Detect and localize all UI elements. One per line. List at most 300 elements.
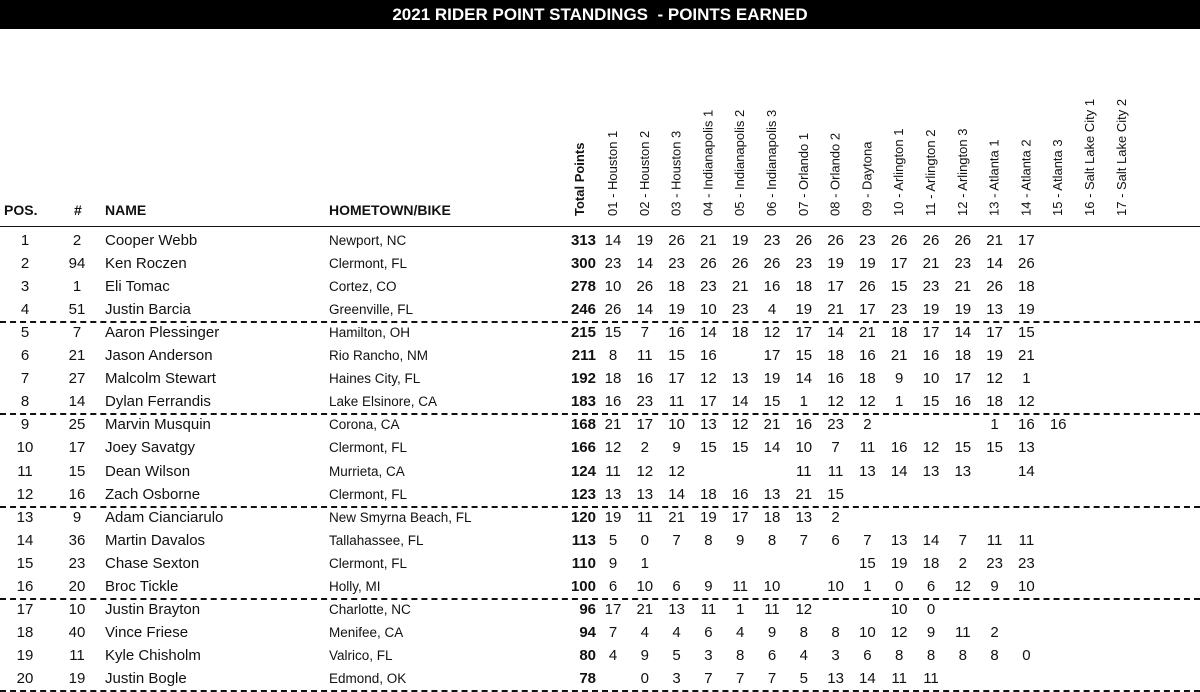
round-points: 8 (704, 531, 713, 549)
round-points: 21 (954, 278, 972, 296)
round-points: 9 (990, 577, 999, 595)
rider-position: 13 (16, 508, 34, 526)
round-points: 3 (704, 646, 713, 664)
header-round-8: 08 - Orlando 2 (827, 132, 843, 216)
round-points: 13 (668, 600, 685, 618)
rider-name: Aaron Plessinger (105, 324, 220, 342)
round-points: 13 (1018, 439, 1035, 457)
rider-number: 1 (72, 278, 82, 296)
rider-position: 20 (16, 669, 34, 687)
round-points: 18 (731, 324, 749, 342)
round-points: 13 (986, 301, 1003, 319)
round-points: 3 (672, 669, 681, 687)
header-hometown: HOMETOWN/BIKE (329, 202, 451, 218)
rider-name: Malcolm Stewart (105, 370, 216, 388)
rider-position: 9 (20, 416, 30, 434)
header-round-10: 10 - Arlington 1 (891, 128, 907, 216)
header-number: # (74, 202, 82, 218)
round-points: 5 (799, 669, 808, 687)
rider-total-points: 120 (570, 508, 596, 526)
round-points: 9 (704, 577, 713, 595)
round-points: 15 (890, 278, 908, 296)
rider-number: 25 (68, 416, 86, 434)
round-points: 26 (954, 232, 972, 249)
round-points: 0 (640, 669, 649, 687)
rider-total-points: 300 (570, 255, 596, 273)
round-points: 19 (1018, 301, 1035, 319)
round-points: 10 (668, 416, 685, 434)
round-points: 4 (736, 623, 745, 641)
round-points: 11 (700, 600, 717, 618)
rider-total-points: 94 (579, 623, 596, 641)
round-points: 11 (637, 508, 653, 526)
round-points: 26 (986, 278, 1003, 296)
round-points: 19 (859, 255, 876, 273)
round-points: 14 (890, 462, 908, 480)
rider-hometown: Valrico, FL (329, 647, 393, 663)
rider-position: 19 (16, 646, 34, 664)
round-points: 23 (668, 255, 685, 273)
rider-number: 23 (68, 554, 86, 572)
round-points: 17 (827, 278, 844, 296)
round-points: 15 (731, 439, 749, 457)
round-points: 7 (736, 669, 745, 687)
round-points: 19 (795, 301, 813, 319)
rider-hometown: Haines City, FL (329, 371, 421, 387)
round-points: 18 (763, 508, 781, 526)
round-points: 23 (795, 255, 813, 273)
round-points: 11 (637, 347, 653, 365)
round-points: 9 (767, 623, 777, 641)
round-points: 21 (668, 508, 685, 526)
rider-hometown: Tallahassee, FL (329, 532, 424, 548)
rider-position: 3 (20, 278, 30, 296)
round-points: 14 (986, 255, 1003, 273)
round-points: 21 (604, 416, 622, 434)
round-points: 14 (1018, 462, 1035, 480)
rider-hometown: Rio Rancho, NM (329, 348, 429, 364)
round-points: 12 (986, 370, 1003, 388)
round-points: 3 (831, 646, 840, 664)
round-points: 7 (608, 623, 618, 641)
round-points: 19 (890, 554, 908, 572)
round-points: 11 (986, 531, 1003, 549)
rider-total-points: 192 (570, 370, 596, 388)
round-points: 13 (954, 462, 972, 480)
rider-number: 51 (68, 301, 86, 319)
rider-position: 17 (16, 600, 34, 618)
round-points: 23 (986, 554, 1003, 572)
round-points: 9 (926, 623, 936, 641)
round-points: 8 (608, 347, 618, 365)
round-points: 8 (895, 646, 904, 664)
rider-number: 16 (68, 485, 86, 503)
rider-number: 19 (68, 669, 86, 687)
round-points: 1 (895, 393, 904, 411)
header-round-2: 02 - Houston 2 (636, 130, 652, 216)
round-points: 13 (763, 485, 781, 503)
rider-number: 7 (72, 324, 82, 342)
round-points: 15 (859, 554, 876, 572)
rider-hometown: Cortez, CO (329, 279, 397, 295)
rider-hometown: Clermont, FL (329, 440, 408, 456)
round-points: 14 (827, 324, 844, 342)
rider-position: 2 (20, 255, 30, 273)
round-points: 10 (604, 278, 622, 296)
rider-position: 12 (16, 485, 34, 503)
round-points: 21 (922, 255, 940, 273)
round-points: 17 (700, 393, 717, 411)
round-points: 8 (958, 646, 967, 664)
rider-name: Marvin Musquin (105, 416, 211, 434)
round-points: 18 (1018, 278, 1035, 296)
round-points: 2 (831, 508, 840, 526)
round-points: 13 (636, 485, 654, 503)
round-points: 16 (954, 393, 972, 411)
round-points: 21 (827, 301, 844, 319)
header-round-1: 01 - Houston 1 (605, 130, 620, 216)
round-points: 11 (796, 462, 812, 480)
rider-total-points: 246 (570, 301, 596, 319)
round-points: 8 (799, 623, 808, 641)
round-points: 6 (831, 531, 840, 549)
round-points: 15 (795, 347, 813, 365)
round-points: 21 (859, 324, 876, 342)
round-points: 14 (922, 531, 940, 549)
round-points: 16 (1018, 416, 1035, 434)
round-points: 4 (799, 646, 808, 664)
rider-position: 11 (17, 462, 33, 480)
round-points: 19 (604, 508, 622, 526)
rider-position: 1 (20, 232, 30, 249)
round-points: 11 (668, 393, 685, 411)
round-points: 10 (890, 600, 908, 618)
round-points: 15 (986, 439, 1003, 457)
round-points: 13 (795, 508, 813, 526)
round-points: 14 (954, 324, 972, 342)
round-points: 0 (1022, 646, 1031, 664)
round-points: 10 (700, 301, 717, 319)
round-points: 2 (640, 439, 649, 457)
round-points: 19 (731, 232, 749, 249)
round-points: 19 (763, 370, 781, 388)
rider-position: 18 (16, 623, 34, 641)
round-points: 13 (922, 462, 940, 480)
round-points: 11 (732, 577, 748, 595)
rider-name: Eli Tomac (105, 278, 170, 296)
round-points: 10 (922, 370, 940, 388)
round-points: 23 (700, 278, 717, 296)
round-points: 6 (704, 623, 713, 641)
round-points: 9 (672, 439, 681, 457)
round-points: 2 (863, 416, 872, 434)
header-divider (0, 226, 1200, 227)
rider-total-points: 96 (579, 600, 596, 618)
round-points: 19 (986, 347, 1003, 365)
header-round-6: 06 - Indianapolis 3 (764, 109, 779, 216)
round-points: 11 (1018, 531, 1035, 549)
round-points: 16 (859, 347, 876, 365)
round-points: 26 (1018, 255, 1035, 273)
header-round-13: 13 - Atlanta 1 (986, 139, 1002, 216)
header-round-14: 14 - Atlanta 2 (1018, 139, 1034, 216)
rider-hometown: Holly, MI (329, 578, 381, 594)
round-points: 7 (958, 531, 967, 549)
round-points: 4 (767, 301, 777, 319)
rider-name: Cooper Webb (105, 232, 198, 249)
round-points: 15 (668, 347, 685, 365)
round-points: 21 (636, 600, 654, 618)
rider-total-points: 215 (570, 324, 596, 342)
rider-hometown: Lake Elsinore, CA (329, 394, 438, 410)
round-points: 6 (608, 577, 618, 595)
rider-hometown: Charlotte, NC (329, 601, 411, 617)
round-points: 9 (640, 646, 649, 664)
round-points: 4 (608, 646, 618, 664)
rider-total-points: 124 (570, 462, 596, 480)
header-round-16: 16 - Salt Lake City 1 (1082, 98, 1097, 216)
round-points: 17 (668, 370, 685, 388)
rider-total-points: 168 (570, 416, 596, 434)
round-points: 18 (795, 278, 813, 296)
round-points: 12 (731, 416, 749, 434)
rider-number: 17 (68, 439, 86, 457)
round-points: 26 (922, 232, 940, 249)
rider-total-points: 313 (570, 232, 596, 249)
rider-position: 5 (20, 324, 30, 342)
round-points: 21 (890, 347, 908, 365)
round-points: 21 (731, 278, 749, 296)
round-points: 14 (668, 485, 685, 503)
round-points: 2 (990, 623, 999, 641)
rider-total-points: 278 (570, 278, 596, 296)
round-points: 16 (827, 370, 844, 388)
round-points: 6 (926, 577, 936, 595)
round-points: 17 (636, 416, 654, 434)
round-points: 1 (799, 393, 808, 411)
round-points: 14 (604, 232, 622, 249)
round-points: 4 (672, 623, 681, 641)
round-points: 23 (922, 278, 940, 296)
round-points: 26 (668, 232, 685, 249)
rider-hometown: Greenville, FL (329, 302, 414, 318)
rider-position: 4 (20, 301, 30, 319)
round-points: 19 (954, 301, 972, 319)
round-points: 23 (1018, 554, 1035, 572)
rider-total-points: 110 (571, 554, 596, 572)
round-points: 12 (636, 462, 654, 480)
round-points: 26 (763, 255, 781, 273)
round-points: 6 (767, 646, 777, 664)
round-points: 16 (1049, 416, 1067, 434)
round-points: 21 (700, 232, 717, 249)
round-points: 16 (604, 393, 622, 411)
rider-hometown: Clermont, FL (329, 486, 408, 502)
round-points: 18 (604, 370, 622, 388)
round-points: 16 (731, 485, 749, 503)
round-points: 23 (604, 255, 622, 273)
rider-number: 94 (68, 255, 86, 273)
round-points: 15 (827, 485, 844, 503)
round-points: 16 (890, 439, 908, 457)
round-points: 23 (859, 232, 876, 249)
round-points: 26 (795, 232, 813, 249)
rider-position: 14 (16, 531, 34, 549)
round-points: 12 (795, 600, 813, 618)
round-points: 1 (736, 600, 745, 618)
rider-number: 2 (72, 232, 82, 249)
round-points: 11 (827, 462, 844, 480)
round-points: 26 (827, 232, 844, 249)
header-round-15: 15 - Atlanta 3 (1050, 139, 1066, 216)
round-points: 7 (799, 531, 808, 549)
round-points: 16 (700, 347, 717, 365)
round-points: 7 (767, 669, 777, 687)
round-points: 13 (827, 669, 844, 687)
rider-total-points: 123 (570, 485, 596, 503)
rider-total-points: 78 (579, 669, 596, 687)
round-points: 14 (731, 393, 749, 411)
round-points: 18 (986, 393, 1003, 411)
round-points: 6 (863, 646, 872, 664)
round-points: 23 (763, 232, 781, 249)
round-points: 18 (859, 370, 876, 388)
round-points: 26 (890, 232, 908, 249)
round-points: 15 (604, 324, 622, 342)
rider-number: 11 (69, 646, 85, 664)
rider-number: 10 (68, 600, 86, 618)
header-name: NAME (105, 202, 147, 218)
round-points: 17 (731, 508, 749, 526)
round-points: 8 (831, 623, 840, 641)
round-points: 7 (831, 439, 840, 457)
header-pos: POS. (4, 202, 38, 218)
round-points: 15 (922, 393, 940, 411)
rider-name: Martin Davalos (105, 531, 206, 549)
round-points: 23 (731, 301, 749, 319)
header-round-7: 07 - Orlando 1 (795, 132, 811, 216)
round-points: 23 (636, 393, 654, 411)
round-points: 0 (640, 531, 649, 549)
round-points: 11 (923, 669, 939, 687)
rider-number: 40 (68, 623, 86, 641)
header-round-17: 17 - Salt Lake City 2 (1113, 98, 1129, 216)
round-points: 18 (827, 347, 844, 365)
round-points: 14 (636, 255, 654, 273)
rider-hometown: Clermont, FL (329, 555, 408, 571)
round-points: 11 (891, 669, 907, 687)
page-title: 2021 RIDER POINT STANDINGS - POINTS EARNED (0, 0, 1200, 29)
round-points: 26 (731, 255, 749, 273)
round-points: 14 (636, 301, 654, 319)
round-points: 18 (890, 324, 908, 342)
rider-name: Justin Brayton (105, 600, 201, 618)
round-points: 26 (700, 255, 717, 273)
round-points: 9 (895, 370, 904, 388)
rider-number: 36 (68, 531, 86, 549)
round-points: 17 (954, 370, 972, 388)
round-points: 12 (954, 577, 972, 595)
round-points: 17 (986, 324, 1003, 342)
round-points: 12 (890, 623, 908, 641)
round-points: 21 (986, 232, 1003, 249)
rider-name: Justin Bogle (105, 669, 187, 687)
round-points: 19 (636, 232, 654, 249)
round-points: 10 (1018, 577, 1035, 595)
round-points: 13 (604, 485, 622, 503)
rider-name: Zach Osborne (105, 485, 201, 503)
round-points: 14 (700, 324, 717, 342)
rider-number: 9 (72, 508, 82, 526)
round-points: 19 (922, 301, 940, 319)
rider-total-points: 100 (570, 577, 596, 595)
round-points: 17 (922, 324, 940, 342)
round-points: 16 (636, 370, 654, 388)
round-points: 13 (731, 370, 749, 388)
round-points: 12 (763, 324, 781, 342)
round-points: 18 (922, 554, 940, 572)
round-points: 10 (763, 577, 781, 595)
header-round-12: 12 - Arlington 3 (954, 128, 970, 216)
rider-name: Justin Barcia (105, 301, 191, 319)
header-total-points: Total Points (572, 142, 587, 216)
rider-name: Joey Savatgy (105, 439, 196, 457)
round-points: 8 (767, 531, 777, 549)
rider-total-points: 211 (571, 347, 596, 365)
round-points: 10 (827, 577, 844, 595)
round-points: 19 (700, 508, 717, 526)
rider-hometown: New Smyrna Beach, FL (329, 509, 472, 525)
rider-name: Dean Wilson (105, 462, 191, 480)
rider-name: Kyle Chisholm (105, 646, 201, 664)
rider-number: 27 (68, 370, 86, 388)
rider-name: Jason Anderson (105, 347, 213, 365)
rider-hometown: Edmond, OK (329, 670, 407, 686)
round-points: 12 (859, 393, 876, 411)
header-round-11: 11 - Arlington 2 (923, 129, 938, 216)
round-points: 13 (890, 531, 908, 549)
rider-total-points: 183 (570, 393, 596, 411)
round-points: 9 (736, 531, 745, 549)
rider-hometown: Menifee, CA (329, 624, 404, 640)
rider-name: Broc Tickle (105, 577, 179, 595)
rider-total-points: 166 (570, 439, 596, 457)
round-points: 4 (640, 623, 649, 641)
round-points: 21 (763, 416, 781, 434)
round-points: 18 (700, 485, 717, 503)
round-points: 10 (859, 623, 876, 641)
rider-position: 15 (16, 554, 34, 572)
rider-number: 14 (68, 393, 86, 411)
round-points: 1 (640, 554, 649, 572)
round-points: 1 (990, 416, 999, 434)
round-points: 19 (827, 255, 844, 273)
round-points: 17 (604, 600, 622, 618)
round-points: 9 (608, 554, 618, 572)
round-points: 21 (795, 485, 813, 503)
round-points: 13 (700, 416, 717, 434)
round-points: 5 (608, 531, 618, 549)
round-points: 12 (700, 370, 717, 388)
round-points: 15 (763, 393, 781, 411)
rider-name: Vince Friese (105, 623, 189, 641)
round-points: 17 (1018, 232, 1035, 249)
round-points: 23 (827, 416, 844, 434)
round-points: 5 (672, 646, 681, 664)
round-points: 6 (672, 577, 681, 595)
rider-number: 15 (68, 462, 86, 480)
round-points: 18 (668, 278, 685, 296)
